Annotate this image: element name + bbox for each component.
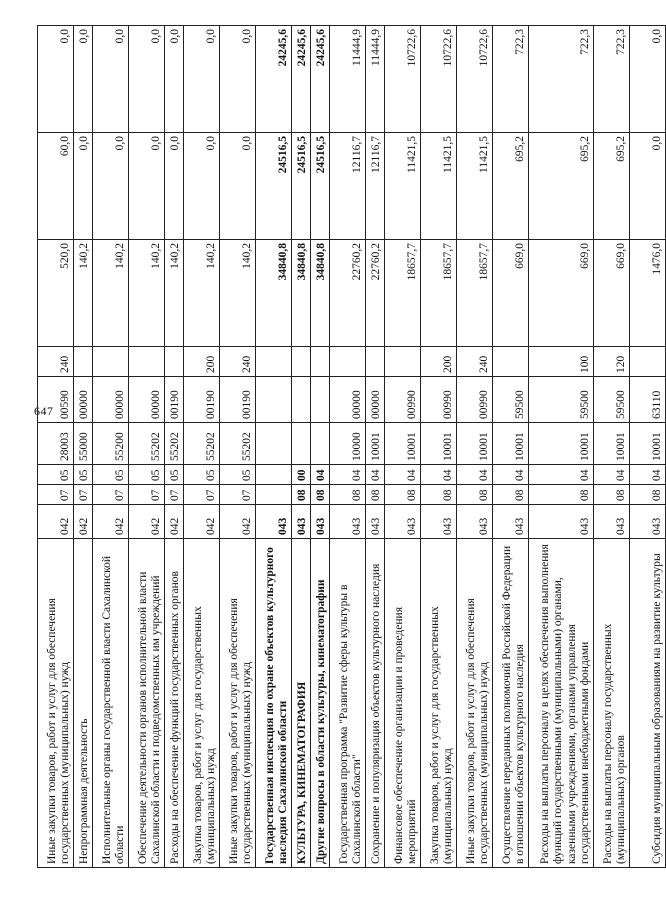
rotated-page (37, 26, 663, 868)
row-name: Иные закупки товаров, работ и услуг для обеспечения государственных (муниципальных) нужд (457, 539, 493, 868)
target-code-part1: 10000 (330, 423, 366, 465)
amount-year1: 34840,8 (292, 240, 311, 347)
target-code-part1: 55000 (74, 423, 93, 465)
row-name: Государственная инспекция по охране объектов культурного наследия Сахалинской области (256, 539, 292, 868)
table-row (165, 26, 184, 868)
ved-code: 043 (330, 505, 366, 539)
expense-type-code: 200 (421, 347, 457, 377)
target-code-part2: 00990 (385, 377, 421, 423)
amount-year3: 0,0 (74, 26, 93, 133)
row-name: Иные закупки товаров, работ и услуг для обеспечения государственных (муниципальных) нужд (38, 539, 74, 868)
target-code-part2: 00000 (129, 377, 165, 423)
table-row (256, 26, 292, 868)
target-code-part1: 10001 (385, 423, 421, 465)
expense-type-code (630, 347, 666, 377)
section-code: 07 (38, 485, 74, 505)
target-code-part2: 00000 (74, 377, 93, 423)
row-name: Осуществление переданных полномочий Российской Федерации в отношении объектов культурного наследия (493, 539, 529, 868)
target-code-part1: 10001 (493, 423, 529, 465)
table-row (74, 26, 93, 868)
table-row (292, 26, 311, 868)
ved-code: 042 (93, 505, 129, 539)
ved-code: 043 (256, 505, 292, 539)
ved-code: 042 (184, 505, 220, 539)
row-name: Государственная программа "Развитие сферы культуры в Сахалинской области" (330, 539, 366, 868)
target-code-part2: 00000 (366, 377, 385, 423)
amount-year3: 0,0 (129, 26, 165, 133)
amount-year2: 0,0 (220, 133, 256, 240)
target-code-part1: 10001 (421, 423, 457, 465)
amount-year3: 24245,6 (256, 26, 292, 133)
target-code-part1 (292, 423, 311, 465)
amount-year3: 0,0 (93, 26, 129, 133)
expense-type-code: 240 (38, 347, 74, 377)
amount-year2: 12116,7 (330, 133, 366, 240)
table-row (311, 26, 330, 868)
amount-year3: 11444,9 (330, 26, 366, 133)
table-row (630, 26, 666, 868)
ved-code: 043 (457, 505, 493, 539)
subsection-code (256, 465, 292, 485)
section-code (256, 485, 292, 505)
page-number: 647 (34, 404, 54, 418)
subsection-code: 04 (457, 465, 493, 485)
target-code-part2: 00190 (165, 377, 184, 423)
amount-year3: 722,3 (594, 26, 630, 133)
row-name: Расходы на выплаты персоналу в целях обеспечения выполнения функций государственными (муниципальными) органами, казенными учреждениями, органами управления государственными внебюджетными фондами (529, 539, 594, 868)
section-code: 08 (630, 485, 666, 505)
amount-year2: 0,0 (630, 133, 666, 240)
expense-type-code: 240 (220, 347, 256, 377)
amount-year1: 669,0 (493, 240, 529, 347)
amount-year1: 34840,8 (311, 240, 330, 347)
expense-type-code (330, 347, 366, 377)
table-row (93, 26, 129, 868)
subsection-code: 05 (74, 465, 93, 485)
section-code: 07 (74, 485, 93, 505)
section-code: 07 (129, 485, 165, 505)
target-code-part2: 00590 (38, 377, 74, 423)
ved-code: 043 (292, 505, 311, 539)
amount-year2: 11421,5 (457, 133, 493, 240)
amount-year2: 11421,5 (385, 133, 421, 240)
target-code-part1 (311, 423, 330, 465)
amount-year2: 60,0 (38, 133, 74, 240)
amount-year1: 18657,7 (385, 240, 421, 347)
expense-type-code (385, 347, 421, 377)
amount-year1: 140,2 (129, 240, 165, 347)
section-code: 08 (457, 485, 493, 505)
subsection-code: 04 (594, 465, 630, 485)
expense-type-code: 100 (529, 347, 594, 377)
expense-type-code (493, 347, 529, 377)
subsection-code: 04 (385, 465, 421, 485)
section-code: 08 (385, 485, 421, 505)
target-code-part2: 00000 (93, 377, 129, 423)
amount-year1: 22760,2 (330, 240, 366, 347)
amount-year1: 140,2 (220, 240, 256, 347)
amount-year3: 0,0 (165, 26, 184, 133)
ved-code: 043 (421, 505, 457, 539)
table-row (366, 26, 385, 868)
target-code-part2: 00000 (330, 377, 366, 423)
target-code-part1: 55202 (165, 423, 184, 465)
ved-code: 042 (220, 505, 256, 539)
subsection-code: 05 (220, 465, 256, 485)
subsection-code: 04 (330, 465, 366, 485)
amount-year3: 10722,6 (457, 26, 493, 133)
amount-year3: 10722,6 (421, 26, 457, 133)
subsection-code: 04 (630, 465, 666, 485)
expense-type-code (311, 347, 330, 377)
amount-year3: 722,3 (493, 26, 529, 133)
expense-type-code (93, 347, 129, 377)
section-code: 08 (292, 485, 311, 505)
ved-code: 043 (366, 505, 385, 539)
amount-year3: 24245,6 (292, 26, 311, 133)
table-body (38, 26, 666, 868)
row-name: Непрограммная деятельность (74, 539, 93, 868)
amount-year3: 24245,6 (311, 26, 330, 133)
target-code-part1: 10001 (529, 423, 594, 465)
amount-year2: 0,0 (74, 133, 93, 240)
amount-year2: 24516,5 (256, 133, 292, 240)
table-row (529, 26, 594, 868)
amount-year1: 1476,0 (630, 240, 666, 347)
target-code-part2: 59500 (529, 377, 594, 423)
ved-code: 042 (165, 505, 184, 539)
subsection-code: 04 (366, 465, 385, 485)
target-code-part2: 00990 (421, 377, 457, 423)
ved-code: 043 (594, 505, 630, 539)
expense-type-code (366, 347, 385, 377)
amount-year1: 22760,2 (366, 240, 385, 347)
target-code-part1: 55202 (184, 423, 220, 465)
amount-year3: 10722,6 (385, 26, 421, 133)
row-name: Финансовое обеспечение организации и проведения мероприятий (385, 539, 421, 868)
table-row (421, 26, 457, 868)
ved-code: 043 (493, 505, 529, 539)
target-code-part2: 59500 (493, 377, 529, 423)
target-code-part2: 00990 (457, 377, 493, 423)
target-code-part1: 55202 (220, 423, 256, 465)
subsection-code: 04 (421, 465, 457, 485)
target-code-part2: 63110 (630, 377, 666, 423)
row-name: Субсидия муниципальным образованиям на развитие культуры (630, 539, 666, 868)
amount-year1: 669,0 (529, 240, 594, 347)
ved-code: 042 (38, 505, 74, 539)
target-code-part1: 55200 (93, 423, 129, 465)
amount-year3: 0,0 (220, 26, 256, 133)
row-name: Расходы на выплаты персоналу государственных (муниципальных) органов (594, 539, 630, 868)
target-code-part1 (256, 423, 292, 465)
section-code: 07 (93, 485, 129, 505)
section-code: 08 (366, 485, 385, 505)
row-name: КУЛЬТУРА, КИНЕМАТОГРАФИЯ (292, 539, 311, 868)
budget-table (37, 25, 666, 868)
amount-year3: 0,0 (630, 26, 666, 133)
row-name: Сохранение и популяризация объектов культурного наследия (366, 539, 385, 868)
ved-code: 042 (74, 505, 93, 539)
section-code: 08 (493, 485, 529, 505)
amount-year3: 0,0 (184, 26, 220, 133)
target-code-part2: 59500 (594, 377, 630, 423)
row-name: Закупка товаров, работ и услуг для государственных (муниципальных) нужд (421, 539, 457, 868)
table-row (330, 26, 366, 868)
ved-code: 043 (385, 505, 421, 539)
amount-year2: 695,2 (529, 133, 594, 240)
amount-year1: 140,2 (165, 240, 184, 347)
amount-year3: 722,3 (529, 26, 594, 133)
amount-year3: 0,0 (38, 26, 74, 133)
amount-year1: 669,0 (594, 240, 630, 347)
expense-type-code (74, 347, 93, 377)
table-row (457, 26, 493, 868)
ved-code: 043 (630, 505, 666, 539)
table-row (385, 26, 421, 868)
amount-year2: 24516,5 (292, 133, 311, 240)
target-code-part1: 10001 (630, 423, 666, 465)
subsection-code: 05 (129, 465, 165, 485)
section-code: 08 (311, 485, 330, 505)
subsection-code: 05 (93, 465, 129, 485)
table-row (493, 26, 529, 868)
subsection-code: 04 (493, 465, 529, 485)
subsection-code: 05 (38, 465, 74, 485)
subsection-code: 04 (311, 465, 330, 485)
row-name: Расходы на обеспечение функций государственных органов (165, 539, 184, 868)
subsection-code: 04 (529, 465, 594, 485)
amount-year2: 0,0 (184, 133, 220, 240)
amount-year1: 140,2 (93, 240, 129, 347)
expense-type-code (292, 347, 311, 377)
section-code: 07 (220, 485, 256, 505)
amount-year2: 0,0 (129, 133, 165, 240)
subsection-code: 05 (184, 465, 220, 485)
amount-year2: 695,2 (594, 133, 630, 240)
table-row (594, 26, 630, 868)
target-code-part1: 55202 (129, 423, 165, 465)
section-code: 08 (421, 485, 457, 505)
table-row (184, 26, 220, 868)
section-code: 07 (165, 485, 184, 505)
target-code-part2 (256, 377, 292, 423)
section-code: 08 (529, 485, 594, 505)
expense-type-code (256, 347, 292, 377)
amount-year1: 520,0 (38, 240, 74, 347)
expense-type-code (165, 347, 184, 377)
ved-code: 042 (129, 505, 165, 539)
row-name: Исполнительные органы государственной власти Сахалинской области (93, 539, 129, 868)
target-code-part1: 10001 (594, 423, 630, 465)
amount-year1: 140,2 (74, 240, 93, 347)
amount-year1: 18657,7 (457, 240, 493, 347)
amount-year2: 0,0 (93, 133, 129, 240)
amount-year2: 24516,5 (311, 133, 330, 240)
section-code: 07 (184, 485, 220, 505)
amount-year3: 11444,9 (366, 26, 385, 133)
amount-year2: 12116,7 (366, 133, 385, 240)
amount-year1: 18657,7 (421, 240, 457, 347)
target-code-part2: 00190 (220, 377, 256, 423)
amount-year2: 11421,5 (421, 133, 457, 240)
table-row (38, 26, 74, 868)
amount-year2: 0,0 (165, 133, 184, 240)
section-code: 08 (594, 485, 630, 505)
target-code-part1: 10001 (457, 423, 493, 465)
ved-code: 043 (529, 505, 594, 539)
target-code-part2: 00190 (184, 377, 220, 423)
target-code-part1: 10001 (366, 423, 385, 465)
subsection-code: 05 (165, 465, 184, 485)
ved-code: 043 (311, 505, 330, 539)
expense-type-code: 200 (184, 347, 220, 377)
row-name: Закупка товаров, работ и услуг для государственных (муниципальных) нужд (184, 539, 220, 868)
target-code-part2 (292, 377, 311, 423)
table-row (129, 26, 165, 868)
section-code: 08 (330, 485, 366, 505)
expense-type-code: 120 (594, 347, 630, 377)
amount-year1: 34840,8 (256, 240, 292, 347)
expense-type-code: 240 (457, 347, 493, 377)
expense-type-code (129, 347, 165, 377)
amount-year1: 140,2 (184, 240, 220, 347)
row-name: Обеспечение деятельности органов исполнительной власти Сахалинской области и подведомственных им учреждений (129, 539, 165, 868)
amount-year2: 695,2 (493, 133, 529, 240)
row-name: Другие вопросы в области культуры, кинематографии (311, 539, 330, 868)
target-code-part1: 28003 (38, 423, 74, 465)
table-row (220, 26, 256, 868)
target-code-part2 (311, 377, 330, 423)
row-name: Иные закупки товаров, работ и услуг для обеспечения государственных (муниципальных) нужд (220, 539, 256, 868)
subsection-code: 00 (292, 465, 311, 485)
